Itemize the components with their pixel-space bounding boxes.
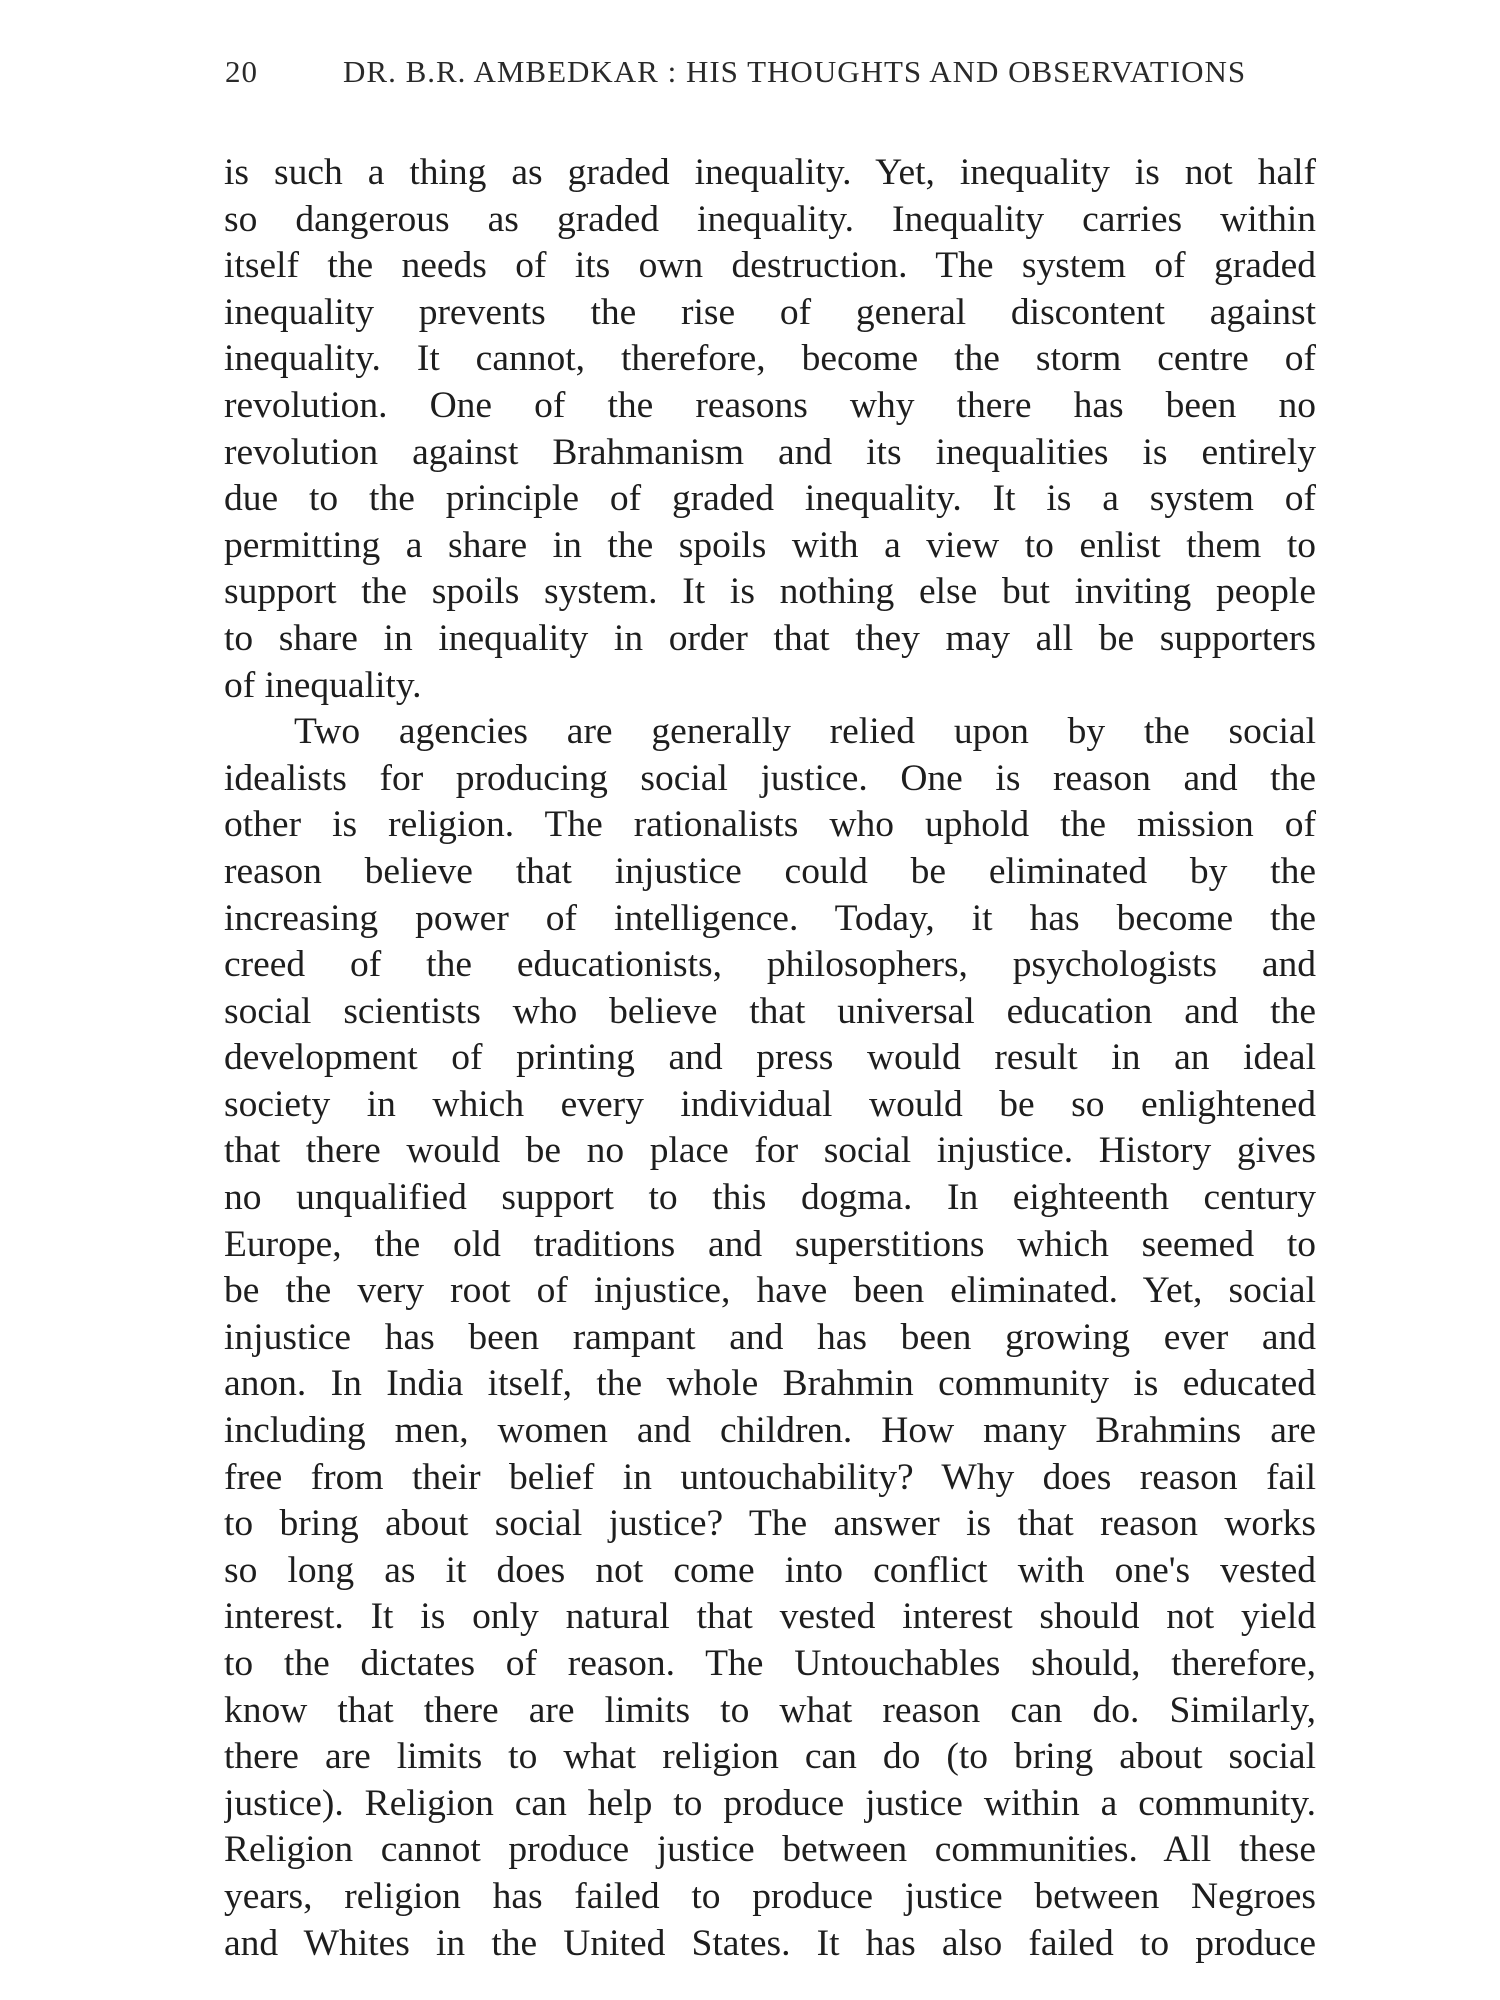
text-line: and Whites in the United States. It has also failed to produce bbox=[224, 1922, 1316, 1964]
text-line: so long as it does not come into conflict with one's vested bbox=[224, 1549, 1316, 1591]
text-line: Religion cannot produce justice between communities. All these bbox=[224, 1829, 1316, 1871]
page-number: 20 bbox=[225, 54, 258, 89]
text-line: reason believe that injustice could be eliminated by the bbox=[224, 850, 1316, 892]
paragraph-start-line: Two agencies are generally relied upon by the social bbox=[294, 711, 1316, 753]
text-line: including men, women and children. How many Brahmins are bbox=[224, 1410, 1316, 1452]
body-text bbox=[224, 150, 1316, 1967]
text-line: years, religion has failed to produce justice between Negroes bbox=[224, 1875, 1316, 1917]
text-line: increasing power of intelligence. Today, it has become the bbox=[224, 897, 1316, 939]
text-line: no unqualified support to this dogma. In eighteenth century bbox=[224, 1177, 1316, 1219]
text-line: support the spoils system. It is nothing else but inviting people bbox=[224, 571, 1316, 613]
text-line: creed of the educationists, philosophers, psychologists and bbox=[224, 944, 1316, 986]
text-line: revolution. One of the reasons why there has been no bbox=[224, 384, 1316, 426]
paragraph-end-line: of inequality. bbox=[224, 664, 422, 706]
text-line: be the very root of injustice, have been eliminated. Yet, social bbox=[224, 1270, 1316, 1312]
text-line: interest. It is only natural that vested interest should not yield bbox=[224, 1596, 1316, 1638]
text-line: there are limits to what religion can do (to bring about social bbox=[224, 1736, 1316, 1778]
text-line: that there would be no place for social injustice. History gives bbox=[224, 1130, 1316, 1172]
text-line: development of printing and press would result in an ideal bbox=[224, 1037, 1316, 1079]
text-line: society in which every individual would be so enlightened bbox=[224, 1083, 1316, 1125]
text-line: Europe, the old traditions and superstitions which seemed to bbox=[224, 1223, 1316, 1265]
text-line: know that there are limits to what reason can do. Similarly, bbox=[224, 1689, 1316, 1731]
text-line: to share in inequality in order that they may all be supporters bbox=[224, 617, 1316, 659]
text-line: so dangerous as graded inequality. Inequality carries within bbox=[224, 198, 1316, 240]
text-line: inequality prevents the rise of general discontent against bbox=[224, 291, 1316, 333]
text-line: other is religion. The rationalists who uphold the mission of bbox=[224, 804, 1316, 846]
text-line: injustice has been rampant and has been growing ever and bbox=[224, 1316, 1316, 1358]
text-line: social scientists who believe that universal education and the bbox=[224, 990, 1316, 1032]
text-line: justice). Religion can help to produce justice within a community. bbox=[224, 1782, 1316, 1824]
book-title: DR. B.R. AMBEDKAR : HIS THOUGHTS AND OBSERVATIONS bbox=[343, 54, 1247, 89]
text-line: idealists for producing social justice. One is reason and the bbox=[224, 757, 1316, 799]
text-line: to bring about social justice? The answer is that reason works bbox=[224, 1503, 1316, 1545]
text-line: permitting a share in the spoils with a view to enlist them to bbox=[224, 524, 1316, 566]
text-line: free from their belief in untouchability? Why does reason fail bbox=[224, 1456, 1316, 1498]
text-line: revolution against Brahmanism and its inequalities is entirely bbox=[224, 431, 1316, 473]
text-line: anon. In India itself, the whole Brahmin community is educated bbox=[224, 1363, 1316, 1405]
running-head bbox=[225, 54, 1325, 104]
text-line: itself the needs of its own destruction. The system of graded bbox=[224, 245, 1316, 287]
text-line: due to the principle of graded inequality. It is a system of bbox=[224, 478, 1316, 520]
text-line: to the dictates of reason. The Untouchables should, therefore, bbox=[224, 1643, 1316, 1684]
text-line: inequality. It cannot, therefore, become the storm centre of bbox=[224, 338, 1316, 380]
text-line: is such a thing as graded inequality. Yet, inequality is not half bbox=[224, 152, 1316, 193]
